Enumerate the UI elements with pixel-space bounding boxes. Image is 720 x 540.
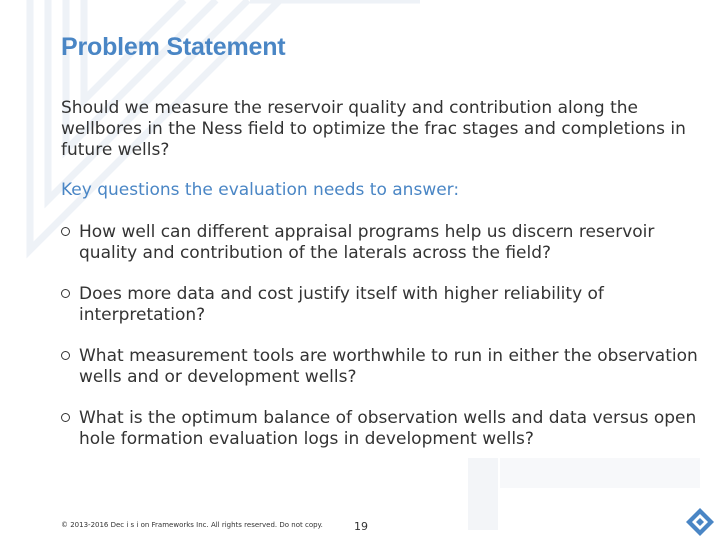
- list-item: [61, 284, 701, 326]
- slide-title: Problem Statement: [61, 33, 286, 61]
- circle-bullet-icon: [61, 351, 70, 360]
- copyright-footer: © 2013-2016 Dec i s i on Frameworks Inc. All rights reserved. Do not copy.: [61, 521, 323, 529]
- question-text: What is the optimum balance of observation wells and data versus open hole formation evaluation logs in development wells?: [79, 408, 697, 449]
- circle-bullet-icon: [61, 413, 70, 422]
- intro-paragraph: Should we measure the reservoir quality and contribution along the wellbores in the Ness field to optimize the frac stages and completions in future wells?: [61, 98, 686, 160]
- list-item: [61, 346, 701, 388]
- company-logo-icon: [684, 506, 716, 538]
- list-item: [61, 408, 701, 450]
- circle-bullet-icon: [61, 289, 70, 298]
- question-list: [61, 222, 701, 450]
- question-text: How well can different appraisal programs help us discern reservoir quality and contribution of the laterals across the field?: [79, 222, 655, 263]
- question-text: Does more data and cost justify itself with higher reliability of interpretation?: [79, 284, 604, 325]
- list-item: [61, 222, 701, 264]
- question-text: What measurement tools are worthwhile to run in either the observation wells and or development wells?: [79, 346, 698, 387]
- key-questions-heading: Key questions the evaluation needs to answer:: [61, 180, 460, 200]
- page-number: 19: [354, 520, 368, 533]
- circle-bullet-icon: [61, 227, 70, 236]
